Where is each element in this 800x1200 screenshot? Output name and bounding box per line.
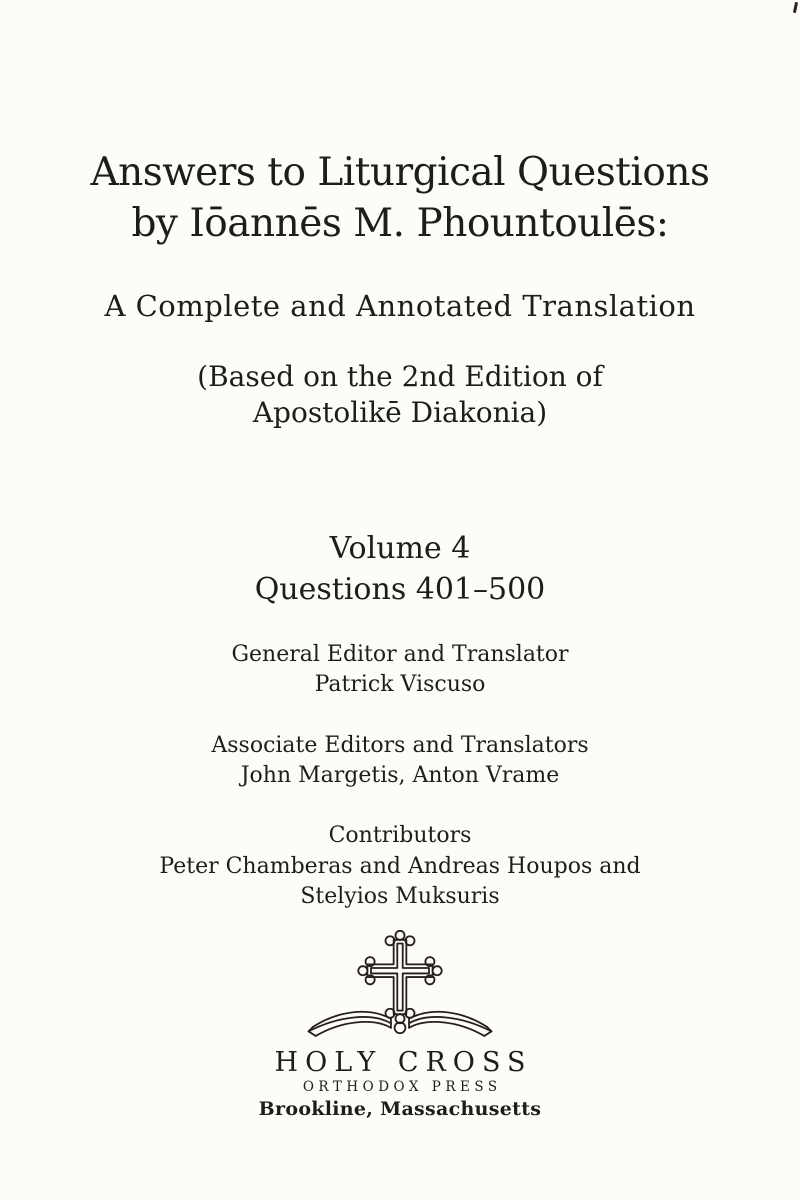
book-subtitle: A Complete and Annotated Translation <box>104 289 696 324</box>
credit-contributors <box>0 821 800 912</box>
publisher-name: HOLY CROSS <box>274 1046 533 1078</box>
credit-role: General Editor and Translator <box>231 642 569 668</box>
credit-names: Patrick Viscuso <box>314 672 486 698</box>
volume-block <box>0 529 800 610</box>
book-title-line2: by Iōannēs M. Phountoulēs: <box>131 200 669 246</box>
credit-names <box>0 852 800 913</box>
credit-names-line2: Stelyios Muksuris <box>300 884 500 910</box>
scan-artifact-mark <box>793 2 798 13</box>
page-title <box>0 148 800 249</box>
book-title-line1: Answers to Liturgical Questions <box>90 150 710 195</box>
volume-number: Volume 4 <box>329 531 471 567</box>
edition-note-line1: (Based on the 2nd Edition of <box>197 360 603 394</box>
credit-role: Contributors <box>328 823 472 849</box>
publisher-location: Brookline, Massachusetts <box>258 1097 542 1120</box>
credit-names: John Margetis, Anton Vrame <box>240 763 560 789</box>
credit-associate-editors <box>0 731 800 792</box>
edition-note-line2: Apostolikē Diakonia) <box>252 396 548 430</box>
credit-general-editor <box>0 640 800 701</box>
credit-names-line1: Peter Chamberas and Andreas Houpos and <box>159 853 641 879</box>
publisher-imprint: ORTHODOX PRESS <box>302 1078 502 1095</box>
volume-question-range: Questions 401–500 <box>254 571 546 607</box>
holy-cross-press-logo-icon <box>300 929 500 1045</box>
edition-note <box>0 359 800 431</box>
credit-role: Associate Editors and Translators <box>211 732 589 758</box>
